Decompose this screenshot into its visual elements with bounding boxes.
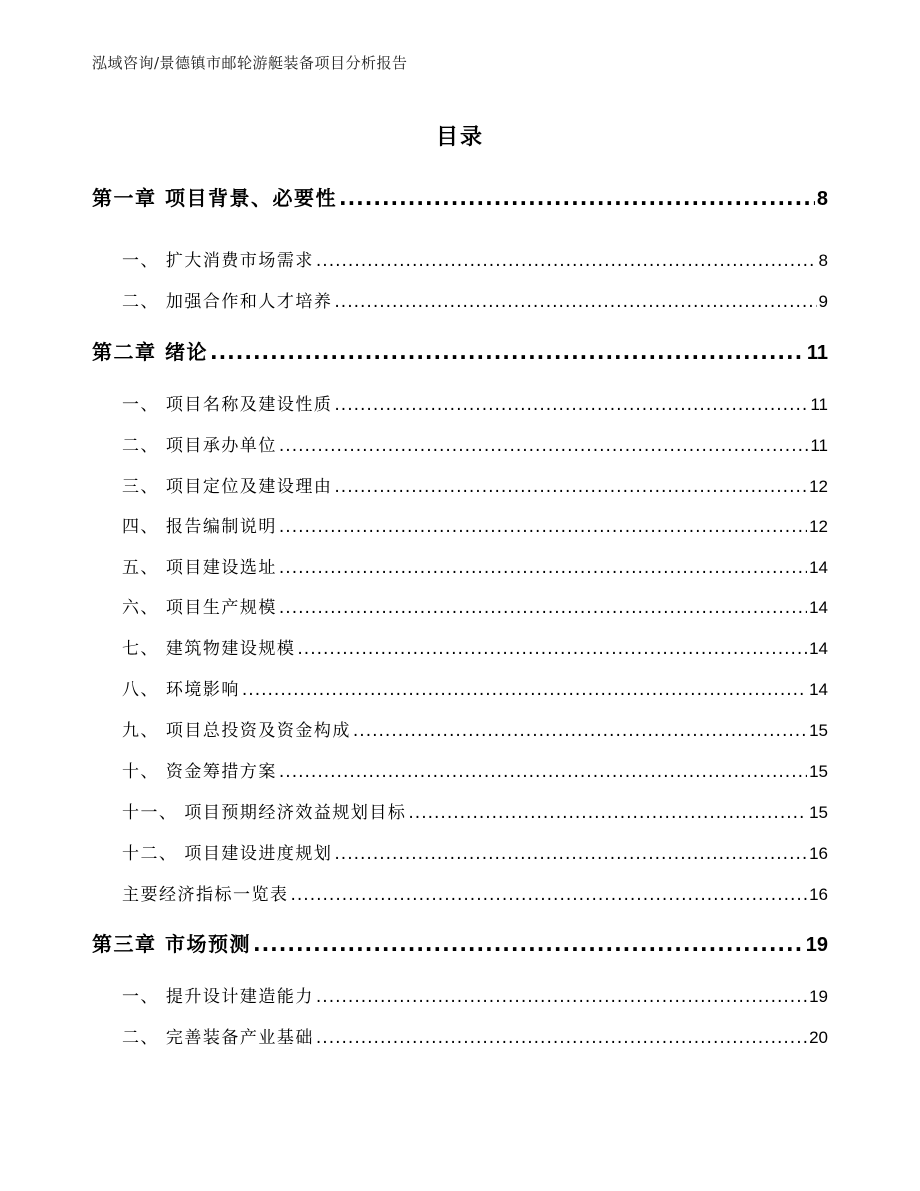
dot-leader [334,844,807,864]
dot-leader [334,292,816,312]
toc-section-entry[interactable] [122,553,828,577]
dot-leader [279,558,807,578]
dot-leader [408,803,807,823]
toc-page-number: 15 [809,721,828,740]
toc-chapter-entry[interactable] [92,336,828,364]
dot-leader [334,395,808,415]
toc-entry-label: 主要经济指标一览表 [122,885,289,905]
toc-entry-label: 二、 完善装备产业基础 [122,1028,314,1048]
toc-page-number: 15 [809,803,828,822]
toc-entry-label: 六、 项目生产规模 [122,598,277,618]
toc-chapter-entry[interactable] [92,928,828,956]
toc-page-number: 12 [809,477,828,496]
toc-section-entry[interactable] [122,472,828,496]
toc-entry-label: 五、 项目建设选址 [122,558,277,578]
toc-page-number: 12 [809,517,828,536]
toc-section-entry[interactable] [122,757,828,781]
toc-section-entry[interactable] [122,982,828,1006]
toc-page-number: 11 [810,436,828,455]
toc-section-entry[interactable] [122,431,828,455]
toc-page-number: 15 [809,762,828,781]
dot-leader [253,932,804,956]
toc-entry-label: 二、 项目承办单位 [122,436,277,456]
toc-page-number: 14 [809,598,828,617]
toc-page-number: 8 [816,188,828,210]
dot-leader [242,680,807,700]
toc-section-entry[interactable] [122,839,828,863]
dot-leader [316,1028,807,1048]
toc-entry-label: 四、 报告编制说明 [122,517,277,537]
toc-entry-label: 七、 建筑物建设规模 [122,639,296,659]
toc-entry-label: 一、 提升设计建造能力 [122,987,314,1007]
toc-page-number: 11 [806,342,828,364]
toc-section-entry[interactable] [122,675,828,699]
toc-entry-label: 第二章 绪论 [92,340,208,364]
toc-entry-label: 九、 项目总投资及资金构成 [122,721,351,741]
toc-page-number: 14 [809,558,828,577]
toc-page-number: 19 [805,934,828,956]
toc-section-entry[interactable] [122,390,828,414]
toc-section-entry[interactable] [122,798,828,822]
toc-section-entry[interactable] [122,1023,828,1047]
running-header: 泓域咨询/景德镇市邮轮游艇装备项目分析报告 [92,54,408,72]
toc-entry-label: 十、 资金筹措方案 [122,762,277,782]
dot-leader [316,251,817,271]
toc-section-entry[interactable] [122,512,828,536]
toc-page-number: 16 [809,885,828,904]
dot-leader [297,639,807,659]
toc-page-number: 11 [810,395,828,414]
toc-page-number: 16 [809,844,828,863]
toc-section-entry[interactable] [122,634,828,658]
toc-chapter-entry[interactable] [92,182,828,210]
toc-section-entry[interactable] [122,593,828,617]
dot-leader [316,987,807,1007]
toc-page-number: 20 [809,1028,828,1047]
dot-leader [279,598,807,618]
toc-title: 目录 [435,125,484,150]
dot-leader [279,762,807,782]
dot-leader [291,885,808,905]
toc-entry-label: 十一、 项目预期经济效益规划目标 [122,803,407,823]
toc-section-entry[interactable] [122,880,828,904]
toc-entry-label: 十二、 项目建设进度规划 [122,844,333,864]
toc-entry-label: 二、 加强合作和人才培养 [122,292,333,312]
toc-page-number: 8 [818,251,828,270]
toc-entry-label: 一、 项目名称及建设性质 [122,395,333,415]
dot-leader [339,186,815,210]
toc-page-number: 19 [809,987,828,1006]
toc-entry-label: 第三章 市场预测 [92,932,251,956]
toc-section-entry[interactable] [122,246,828,270]
toc-entry-label: 一、 扩大消费市场需求 [122,251,314,271]
dot-leader [279,436,808,456]
toc-entry-label: 第一章 项目背景、必要性 [92,186,337,210]
toc-page-number: 14 [809,680,828,699]
dot-leader [279,517,807,537]
toc-page-number: 9 [818,292,828,311]
dot-leader [334,477,807,497]
toc-entry-label: 八、 环境影响 [122,680,240,700]
toc-section-entry[interactable] [122,716,828,740]
toc-page-number: 14 [809,639,828,658]
toc-section-entry[interactable] [122,287,828,311]
toc-entry-label: 三、 项目定位及建设理由 [122,477,333,497]
dot-leader [353,721,807,741]
dot-leader [210,340,805,364]
